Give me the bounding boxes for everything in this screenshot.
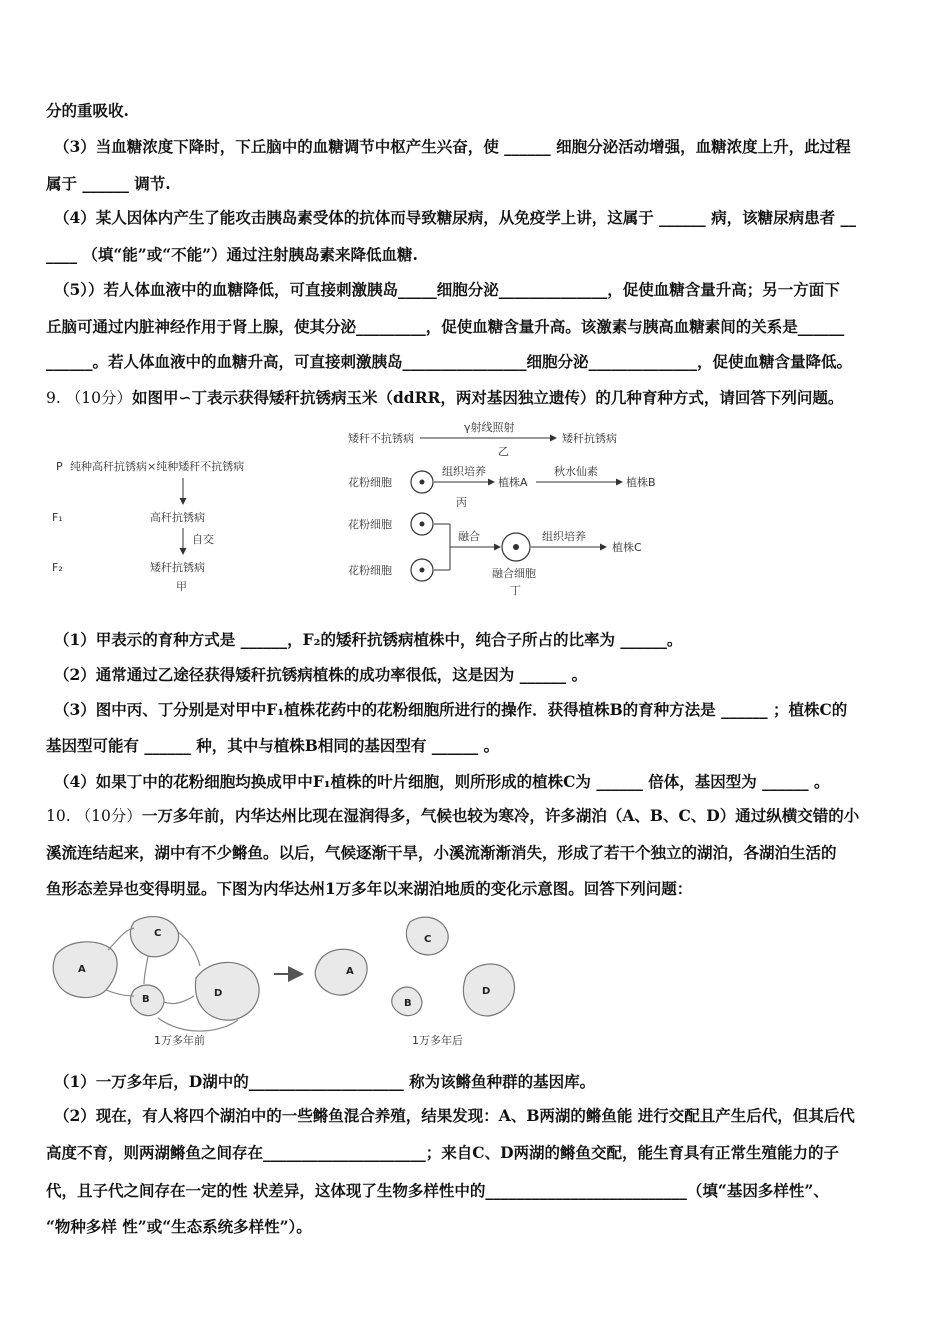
lake-label-b: B — [404, 998, 412, 1009]
question-text: 一万多年前，内华达州比现在湿润得多，气候也较为寒冷，许多湖泊（A、B、C、D）通过纵横交错的小 — [141, 806, 860, 825]
lake-label-d: D — [214, 988, 223, 999]
lake-a-after — [315, 949, 367, 995]
text-line: ____ （填“能”或“不能”）通过注射胰岛素来降低血糖. — [46, 245, 418, 264]
ding-fuse: 融合 — [458, 530, 480, 543]
lake-d-before — [195, 962, 259, 1020]
text-line: 鱼形态差异也变得明显。下图为内华达州1万多年以来湖泊地质的变化示意图。回答下列问题： — [46, 879, 693, 898]
figure-label-yi: 乙 — [498, 445, 509, 458]
lake-label-d: D — [482, 986, 491, 997]
question-9-2: （2）通常通过乙途径获得矮秆抗锈病植株的成功率很低，这是因为 ______ 。 — [54, 665, 588, 684]
text-line: ______。若人体血液中的血糖升高，可直接刺激胰岛________________细胞分泌______________，促使血糖含量降低。 — [46, 352, 853, 371]
nucleus-icon — [420, 480, 425, 485]
question-text: 如图甲∽丁表示获得矮秆抗锈病玉米（ddRR，两对基因独立遗传）的几种育种方式，请回答下列问题。 — [131, 388, 844, 407]
stream — [144, 956, 148, 984]
ding-cell-2: 花粉细胞 — [348, 564, 392, 577]
question-8-4: （4）某人因体内产生了能攻击胰岛素受体的抗体而导致糖尿病，从免疫学上讲，这属于 ______ 病，该糖尿病患者 __ — [54, 208, 856, 227]
ding-fused-label: 融合细胞 — [492, 567, 536, 580]
lake-change-figure — [46, 910, 526, 1055]
question-number: 10. （10分） — [46, 807, 142, 825]
bing-step2: 秋水仙素 — [554, 465, 598, 478]
text-line: 代，且子代之间存在一定的性 状差异，这体现了生物多样性中的__________________________（填“基因多样性”、 — [46, 1181, 829, 1200]
text-line: 丘脑可通过内脏神经作用于肾上腺，使其分泌_________，促使血糖含量升高。该激素与胰高血糖素间的关系是______ — [46, 317, 845, 336]
f2-label: F₂ — [52, 561, 63, 574]
figure-label-bing: 丙 — [456, 496, 467, 509]
nucleus-icon — [420, 568, 425, 573]
text-line: 基因型可能有 ______ 种，其中与植株B相同的基因型有 ______ 。 — [46, 736, 500, 755]
p-cross-text: 纯种高秆抗锈病×纯种矮秆不抗锈病 — [70, 460, 245, 473]
question-9-stem — [46, 388, 906, 408]
question-10-stem — [46, 806, 906, 826]
lake-label-a: A — [346, 966, 354, 977]
question-10-1: （1）一万多年后，D湖中的____________________ 称为该鳉鱼种群的基因库。 — [54, 1072, 596, 1091]
lake-label-c: C — [154, 928, 162, 939]
stream — [164, 996, 194, 1004]
lake-label-b: B — [142, 994, 150, 1005]
stream — [106, 990, 134, 996]
figure-label-jia: 甲 — [176, 580, 187, 593]
yi-to: 矮秆抗锈病 — [562, 432, 617, 445]
bing-plant-a: 植株A — [498, 476, 528, 489]
ding-step: 组织培养 — [542, 530, 586, 543]
text-line: “物种多样 性”或“生态系统多样性”）。 — [46, 1217, 312, 1236]
question-8-3: （3）当血糖浓度下降时，下丘脑中的血糖调节中枢产生兴奋，使 ______ 细胞分泌活动增强，血糖浓度上升，此过程 — [54, 137, 851, 156]
question-8-5: （5））若人体血液中的血糖降低，可直接刺激胰岛_____细胞分泌______________，促使血糖含量升高；另一方面下 — [54, 280, 840, 299]
lake-label-a: A — [78, 964, 86, 975]
bing-plant-b: 植株B — [626, 476, 656, 489]
stream — [178, 932, 200, 966]
question-9-3: （3）图中丙、丁分别是对甲中F₁植株花药中的花粉细胞所进行的操作．获得植株B的育种方法是 ______ ；植株C的 — [54, 700, 848, 719]
p-label: P — [56, 460, 63, 473]
bing-step1: 组织培养 — [442, 465, 486, 478]
yi-treatment: γ射线照射 — [464, 421, 515, 434]
question-10-2: （2）现在，有人将四个湖泊中的一些鳉鱼混合养殖，结果发现：A、B两湖的鳉鱼能 进行交配且产生后代，但其后代 — [54, 1106, 855, 1125]
question-9-4: （4）如果丁中的花粉细胞均换成甲中F₁植株的叶片细胞，则所形成的植株C为 ______ 倍体，基因型为 ______ 。 — [54, 772, 830, 791]
breeding-methods-figure — [46, 418, 686, 598]
nucleus-icon — [513, 544, 519, 550]
text-line: 属于 ______ 调节. — [46, 174, 171, 193]
f1-label: F₁ — [52, 511, 63, 524]
f1-text: 高秆抗锈病 — [150, 511, 205, 524]
ding-cell-1: 花粉细胞 — [348, 518, 392, 531]
yi-from: 矮秆不抗锈病 — [348, 432, 414, 445]
caption-before: 1万多年前 — [154, 1034, 205, 1047]
ding-plant-c: 植株C — [612, 541, 642, 554]
question-number: 9. （10分） — [46, 389, 132, 407]
bing-cell: 花粉细胞 — [348, 476, 392, 489]
lake-label-c: C — [424, 934, 432, 945]
figure-label-ding: 丁 — [510, 584, 521, 597]
nucleus-icon — [420, 522, 425, 527]
caption-after: 1万多年后 — [412, 1034, 463, 1047]
text-line: 高度不育，则两湖鳉鱼之间存在_____________________；来自C、D两湖的鳉鱼交配，能生育具有正常生殖能力的子 — [46, 1143, 840, 1162]
selfing-label: 自交 — [192, 533, 214, 546]
question-9-1: （1）甲表示的育种方式是 ______，F₂的矮秆抗锈病植株中，纯合子所占的比率为 ______。 — [54, 630, 683, 649]
text-line: 分的重吸收. — [46, 101, 129, 120]
text-line: 溪流连结起来，湖中有不少鳉鱼。以后，气候逐渐干旱，小溪流渐渐消失，形成了若干个独立的湖泊，各湖泊生活的 — [46, 843, 837, 862]
f2-text: 矮秆抗锈病 — [150, 561, 205, 574]
